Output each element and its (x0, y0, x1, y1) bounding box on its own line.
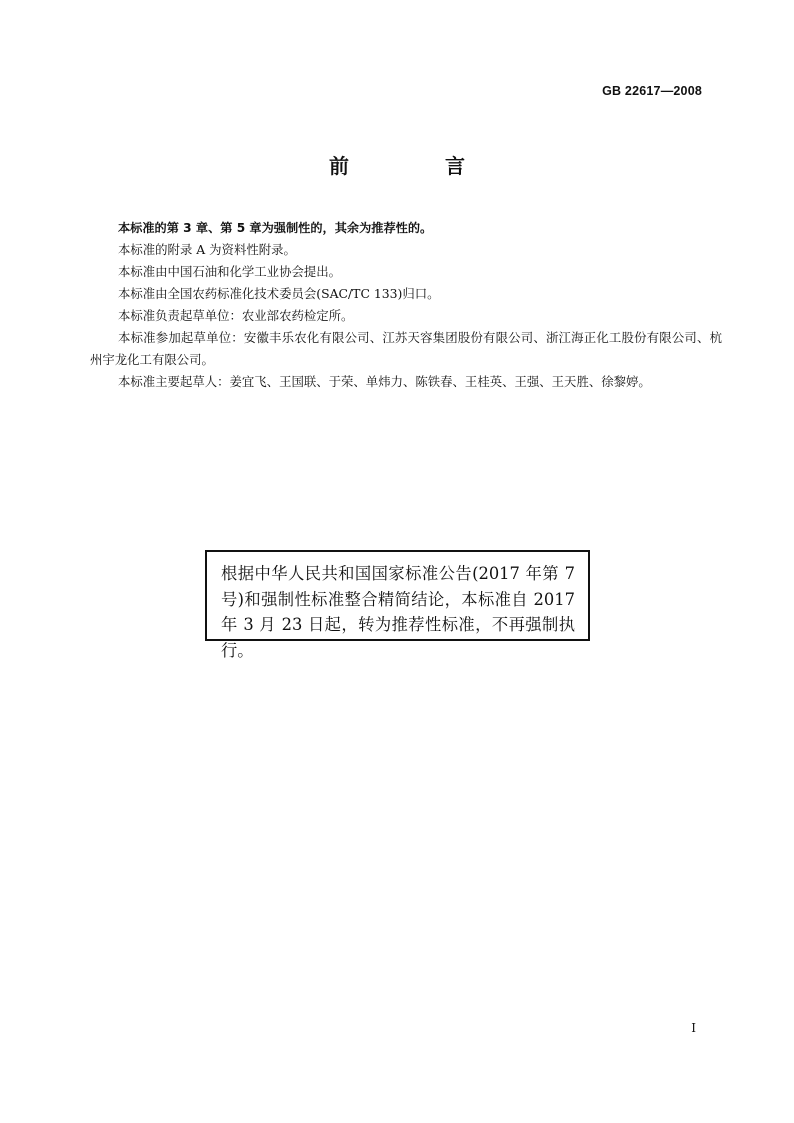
foreword-body (90, 217, 722, 393)
page-number: I (691, 1021, 696, 1035)
paragraph-mandatory-clauses: 本标准的第 3 章、第 5 章为强制性的，其余为推荐性的。 (118, 221, 433, 235)
standard-code: GB 22617—2008 (602, 84, 702, 98)
paragraph-committee: 本标准由全国农药标准化技术委员会(SAC/TC 133)归口。 (118, 286, 440, 301)
page-title: 前 言 (329, 154, 503, 178)
paragraph-main-drafters: 本标准主要起草人：姜宜飞、王国联、于荣、单炜力、陈铁春、王桂英、王强、王天胜、徐黎婷。 (118, 374, 651, 389)
paragraph-participating-drafters: 本标准参加起草单位：安徽丰乐农化有限公司、江苏天容集团股份有限公司、浙江海正化工股份有限公司、杭州宇龙化工有限公司。 (90, 330, 722, 367)
paragraph-lead-drafter: 本标准负责起草单位：农业部农药检定所。 (118, 308, 354, 323)
paragraph-appendix: 本标准的附录 A 为资料性附录。 (118, 242, 296, 257)
paragraph-proposer: 本标准由中国石油和化学工业协会提出。 (118, 264, 342, 279)
status-notice-box: 根据中华人民共和国国家标准公告(2017 年第 7 号)和强制性标准整合精简结论，本标准自 2017 年 3 月 23 日起，转为推荐性标准，不再强制执行。 (205, 550, 590, 641)
